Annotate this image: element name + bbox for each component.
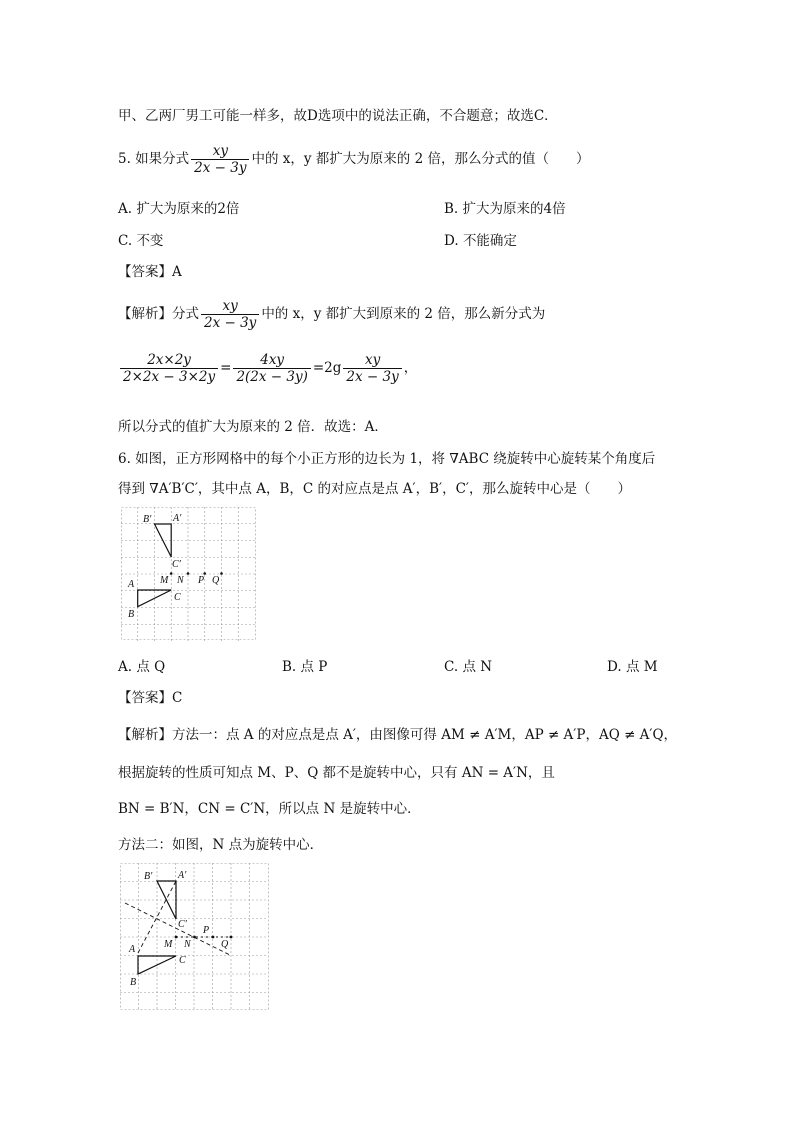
q5-suffix: 中的 x，y 都扩大为原来的 2 倍，那么分式的值（ ） (251, 151, 590, 167)
q5-analysis-fraction: $\frac{xy}{2x - 3y}$ (201, 298, 259, 331)
label-b-prime: B′ (143, 514, 152, 525)
label-a-prime: A′ (173, 513, 182, 524)
label-m: M (160, 575, 169, 586)
q5-option-d: D. 不能确定 (444, 233, 517, 249)
eq-equals-1: = (220, 360, 232, 376)
q5-equation (118, 352, 417, 385)
q6-analysis-line2: 根据旋转的性质可知点 M、P、Q 都不是旋转中心，只有 AN = A′N，且 (118, 765, 555, 781)
label-a-2: A (129, 944, 136, 955)
point-p-2 (212, 936, 215, 939)
point-m (170, 572, 173, 575)
q5-conclusion: 所以分式的值扩大为原来的 2 倍．故选：A． (118, 419, 388, 435)
q6-grid-figure (121, 507, 257, 641)
q6-answer: 【答案】C (118, 690, 183, 706)
q6-analysis-line3: BN = B′N，CN = C′N，所以点 N 是旋转中心． (118, 801, 421, 817)
q6-option-c: C. 点 N (444, 659, 493, 675)
q6-stem-line2: 得到 ∇A′B′C′，其中点 A，B，C 的对应点是点 A′，B′，C′，那么旋转中心是（ ） (118, 481, 631, 497)
eq-equals-2: =2g (312, 360, 342, 376)
point-n-2 (193, 936, 196, 939)
q6-option-d: D. 点 M (607, 659, 658, 675)
q5-analysis (118, 298, 545, 331)
label-p-2: P (203, 925, 210, 936)
label-c-prime-2: C′ (178, 919, 187, 930)
eq-tail: ， (403, 360, 418, 376)
q6-grid-figure-2 (120, 863, 270, 1011)
q5-option-b: B. 扩大为原来的4倍 (444, 201, 566, 217)
prev-answer-line: 甲、乙两厂男工可能一样多，故D选项中的说法正确，不合题意；故选C． (118, 108, 558, 124)
q5-answer: 【答案】A (118, 264, 182, 280)
q5-analysis-prefix: 【解析】分式 (118, 306, 199, 322)
q5-option-a: A. 扩大为原来的2倍 (118, 201, 240, 217)
eq-frac-2: $\frac{4xy}{2(2x - 3y)}$ (233, 352, 310, 385)
label-n-2: N (184, 939, 191, 950)
q5-fraction (191, 143, 249, 176)
label-a: A (128, 579, 135, 590)
label-c-prime: C′ (172, 559, 181, 570)
q6-method2: 方法二：如图，N 点为旋转中心． (118, 837, 324, 853)
label-c-2: C (179, 955, 186, 966)
point-n (187, 572, 190, 575)
label-q: Q (212, 575, 220, 586)
eq-frac-3: $\frac{xy}{2x - 3y}$ (343, 352, 401, 385)
q5-frac-den: 2x − 3y (191, 159, 249, 176)
label-b-prime-2: B′ (144, 871, 153, 882)
label-b-2: B (130, 977, 137, 988)
point-q (220, 572, 223, 575)
label-m-2: M (164, 939, 173, 950)
q5-prefix: 5. 如果分式 (118, 151, 190, 167)
q5-option-c: C. 不变 (118, 233, 164, 249)
point-q-2 (230, 936, 233, 939)
label-b: B (128, 609, 135, 620)
point-m-2 (175, 936, 178, 939)
q6-option-b: B. 点 P (282, 659, 328, 675)
label-c: C (174, 592, 181, 603)
eq-frac-1: $\frac{2x\times 2y}{2\times 2x - 3\times 2y}$ (120, 352, 218, 385)
q6-analysis-line1: 【解析】方法一：点 A 的对应点是点 A′，由图像可得 AM ≠ A′M，AP ≠ A′P，AQ ≠ A′Q， (118, 727, 678, 743)
label-n: N (177, 575, 184, 586)
label-q-2: Q (221, 939, 229, 950)
label-p: P (198, 575, 205, 586)
q5-frac-num: xy (212, 143, 228, 159)
q6-option-a: A. 点 Q (118, 659, 166, 675)
q5-stem (118, 143, 589, 176)
q6-stem-line1: 6. 如图，正方形网格中的每个小正方形的边长为 1，将 ∇ABC 绕旋转中心旋转某个角度后 (118, 451, 656, 467)
q5-analysis-suffix: 中的 x，y 都扩大到原来的 2 倍，那么新分式为 (261, 306, 546, 322)
label-a-prime-2: A′ (178, 870, 187, 881)
